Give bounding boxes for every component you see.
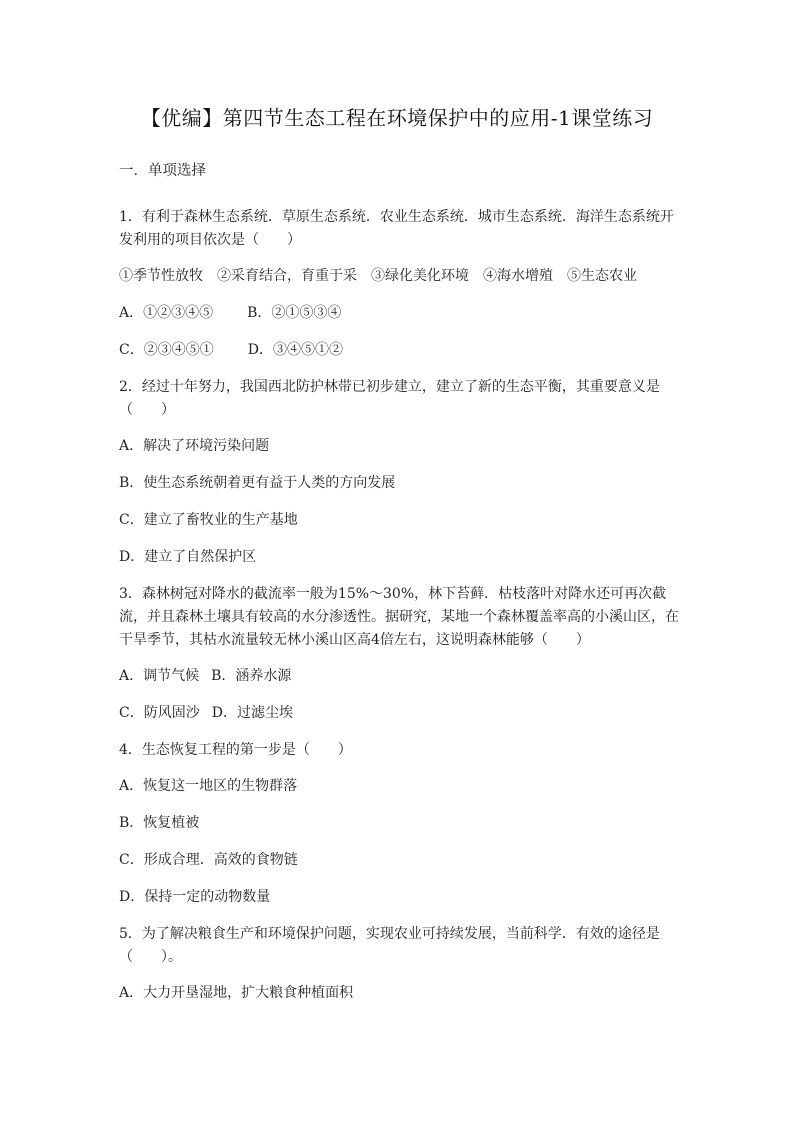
question-4-stem: 4．生态恢复工程的第一步是（ ） xyxy=(119,742,352,758)
question-1-option-a: A．①②③④⑤ xyxy=(119,305,214,321)
question-2-option-b: B．使生态系统朝着更有益于人类的方向发展 xyxy=(119,475,396,491)
question-1-option-c: C．②③④⑤① xyxy=(119,342,214,358)
question-1-items: ①季节性放牧 ②采育结合，育重于采 ③绿化美化环境 ④海水增殖 ⑤生态农业 xyxy=(119,268,637,284)
question-4-option-c: C．形成合理．高效的食物链 xyxy=(119,852,298,868)
question-1-option-b: B．②①⑤③④ xyxy=(247,305,342,321)
question-3-option-b: B．涵养水源 xyxy=(211,668,292,684)
question-2-option-a: A．解决了环境污染问题 xyxy=(119,438,270,454)
question-5-stem: 5．为了解决粮食生产和环境保护问题，实现农业可持续发展，当前科学．有效的途径是（ ）。 xyxy=(119,926,660,965)
question-2-option-d: D．建立了自然保护区 xyxy=(119,549,257,565)
question-3-options-ab xyxy=(119,665,679,688)
question-3-options-cd xyxy=(119,702,679,725)
question-1-options-cd xyxy=(119,339,679,362)
question-3-option-d: D．过滤尘埃 xyxy=(211,705,293,721)
question-4-option-a: A．恢复这一地区的生物群落 xyxy=(119,778,298,794)
question-3-option-a: A．调节气候 xyxy=(119,668,200,684)
question-4-option-b: B．恢复植被 xyxy=(119,815,200,831)
question-5-option-a: A．大力开垦湿地，扩大粮食种植面积 xyxy=(119,985,354,1001)
question-1-options-ab xyxy=(119,302,679,325)
question-1-stem: 1．有利于森林生态系统．草原生态系统．农业生态系统．城市生态系统．海洋生态系统开发利用的项目依次是（ ） xyxy=(119,209,674,248)
question-3-stem: 3．森林树冠对降水的截流率一般为15%～30%，林下苔藓．枯枝落叶对降水还可再次截流，并且森林土壤具有较高的水分渗透性。据研究，某地一个森林覆盖率高的小溪山区，在干旱季节，其枯水流量较无林小溪山区高4倍左右，这说明森林能够（ ） xyxy=(119,586,679,648)
question-2-stem: 2．经过十年努力，我国西北防护林带已初步建立，建立了新的生态平衡，其重要意义是（ ） xyxy=(119,379,660,418)
document-title: 【优编】第四节生态工程在环境保护中的应用-1课堂练习 xyxy=(140,106,654,130)
question-list xyxy=(119,206,679,1019)
question-1-option-d: D．③④⑤①② xyxy=(247,342,343,358)
question-4-option-d: D．保持一定的动物数量 xyxy=(119,889,271,905)
question-2-option-c: C．建立了畜牧业的生产基地 xyxy=(119,512,298,528)
question-3-option-c: C．防风固沙 xyxy=(119,705,200,721)
section-heading: 一．单项选择 xyxy=(119,163,206,179)
